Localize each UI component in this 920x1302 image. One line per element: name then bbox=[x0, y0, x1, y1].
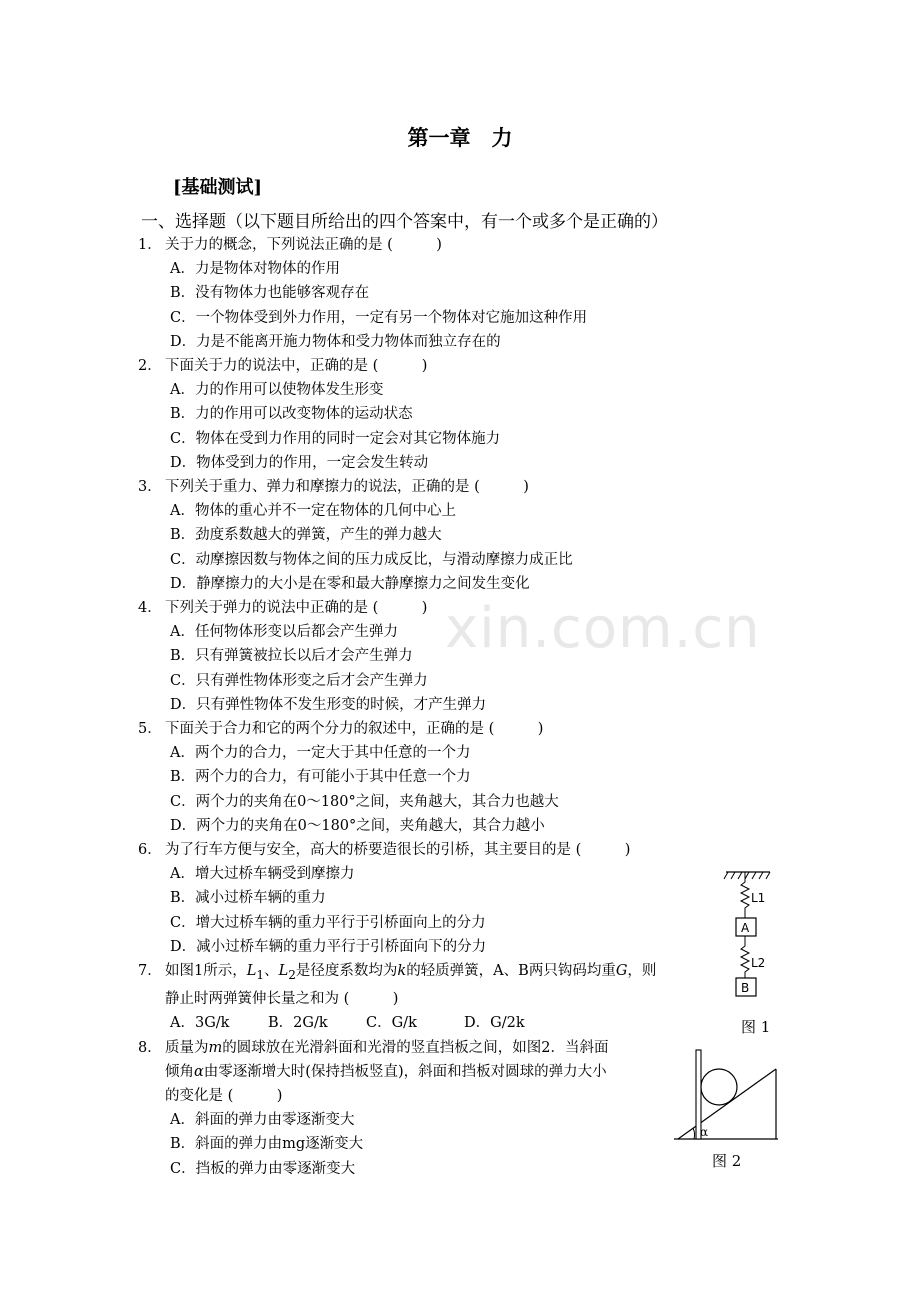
question-text: 倾角 bbox=[165, 1063, 194, 1080]
option: B．只有弹簧被拉长以后才会产生弹力 bbox=[170, 648, 413, 665]
answer-blank: ( ) bbox=[474, 479, 529, 496]
watermark-text: xin.com.cn bbox=[445, 596, 761, 661]
answer-blank: ( ) bbox=[372, 600, 428, 617]
question-text: 的轻质弹簧，A、B两只钩码均重 bbox=[406, 963, 616, 980]
question-text: 下列关于重力、弹力和摩擦力的说法，正确的是 bbox=[165, 479, 470, 496]
section-heading: [基础测试] bbox=[173, 177, 263, 198]
answer-blank: ( ) bbox=[488, 721, 544, 738]
option: A．力的作用可以使物体发生形变 bbox=[170, 382, 384, 399]
question-text: 下面关于合力和它的两个分力的叙述中，正确的是 bbox=[165, 721, 484, 738]
option: B．劲度系数越大的弹簧，产生的弹力越大 bbox=[170, 527, 442, 544]
symbol-k: k bbox=[397, 963, 407, 980]
option: A．增大过桥车辆受到摩擦力 bbox=[170, 866, 355, 883]
question-7-cont bbox=[138, 987, 718, 1011]
option: D．减小过桥车辆的重力平行于引桥面向下的分力 bbox=[170, 938, 487, 955]
figure-1-caption: 图 1 bbox=[741, 1018, 771, 1036]
figure-1-spring-diagram bbox=[718, 868, 778, 1003]
question-text: 下面关于力的说法中，正确的是 bbox=[165, 358, 368, 375]
question-8-cont bbox=[138, 1084, 718, 1108]
question-5 bbox=[138, 717, 718, 741]
option: D．力是不能离开施力物体和受力物体而独立存在的 bbox=[170, 333, 501, 350]
question-7 bbox=[138, 959, 718, 987]
question-6 bbox=[138, 838, 718, 862]
option: C．挡板的弹力由零逐渐变大 bbox=[170, 1160, 356, 1177]
symbol-alpha: α bbox=[194, 1063, 204, 1080]
option: B．两个力的合力，有可能小于其中任意一个力 bbox=[170, 769, 471, 786]
symbol-L: L bbox=[246, 963, 257, 980]
option: B．斜面的弹力由mg逐渐变大 bbox=[170, 1136, 364, 1153]
label-l2: L2 bbox=[751, 956, 766, 970]
question-3 bbox=[138, 475, 718, 499]
question-4 bbox=[138, 596, 718, 620]
option: D．静摩擦力的大小是在零和最大静摩擦力之间发生变化 bbox=[170, 575, 530, 592]
question-text: ，则 bbox=[627, 963, 657, 980]
option: C．只有弹性物体形变之后才会产生弹力 bbox=[170, 672, 428, 689]
separator: 、 bbox=[264, 963, 279, 980]
question-number: 8． bbox=[138, 1039, 162, 1056]
option: B．2G/k bbox=[268, 1015, 328, 1032]
question-text: 为了行车方便与安全，高大的桥要造很长的引桥，其主要目的是 bbox=[165, 842, 571, 859]
angle-label: α bbox=[700, 1125, 709, 1139]
option: C．G/k bbox=[366, 1015, 417, 1032]
subscript: 2 bbox=[288, 967, 296, 982]
spring-l2 bbox=[741, 936, 749, 978]
option: A．物体的重心并不一定在物体的几何中心上 bbox=[170, 503, 456, 520]
option: A．3G/k bbox=[170, 1015, 230, 1032]
answer-blank: ( ) bbox=[575, 842, 631, 859]
symbol-L: L bbox=[278, 963, 289, 980]
answer-blank: ( ) bbox=[227, 1088, 283, 1104]
option: A．力是物体对物体的作用 bbox=[170, 261, 340, 278]
answer-blank: ( ) bbox=[343, 991, 399, 1008]
symbol-G: G bbox=[615, 963, 628, 980]
question-number: 6． bbox=[138, 842, 162, 859]
question-text: 由零逐渐增大时(保持挡板竖直)，斜面和挡板对圆球的弹力大小 bbox=[203, 1063, 607, 1080]
question-number: 2． bbox=[138, 358, 162, 375]
symbol-m: m bbox=[208, 1039, 223, 1056]
option: D．两个力的夹角在0～180°之间，夹角越大，其合力越小 bbox=[170, 817, 545, 834]
option: B．没有物体力也能够客观存在 bbox=[170, 285, 370, 302]
question-text: 是径度系数均为 bbox=[295, 963, 398, 980]
option: A．任何物体形变以后都会产生弹力 bbox=[170, 624, 398, 641]
question-number: 4． bbox=[138, 600, 162, 617]
option: D．物体受到力的作用，一定会发生转动 bbox=[170, 454, 429, 471]
option: D．G/2k bbox=[464, 1015, 525, 1032]
option: D．只有弹性物体不发生形变的时候，才产生弹力 bbox=[170, 696, 487, 713]
question-text: 静止时两弹簧伸长量之和为 bbox=[165, 991, 339, 1008]
question-number: 1． bbox=[138, 237, 162, 253]
ceiling-hatch bbox=[724, 872, 770, 879]
option: C．动摩擦因数与物体之间的压力成反比，与滑动摩擦力成正比 bbox=[170, 551, 573, 568]
answer-blank: ( ) bbox=[372, 358, 428, 375]
option: C．物体在受到力作用的同时一定会对其它物体施力 bbox=[170, 430, 501, 447]
option: C．两个力的夹角在0～180°之间，夹角越大，其合力也越大 bbox=[170, 793, 559, 810]
question-1 bbox=[138, 233, 718, 257]
question-2 bbox=[138, 354, 718, 378]
question-8-cont bbox=[138, 1060, 718, 1084]
question-text: 质量为 bbox=[165, 1039, 209, 1056]
option: B．力的作用可以改变物体的运动状态 bbox=[170, 406, 413, 423]
question-number: 7． bbox=[138, 963, 162, 980]
block-a-label: A bbox=[741, 921, 750, 935]
option-row bbox=[138, 1011, 718, 1035]
question-number: 3． bbox=[138, 479, 162, 496]
instruction-text: 一、选择题（以下题目所给出的四个答案中，有一个或多个是正确的） bbox=[141, 212, 668, 232]
block-b-label: B bbox=[741, 981, 750, 995]
option: C．一个物体受到外力作用，一定有另一个物体对它施加这种作用 bbox=[170, 309, 588, 326]
option: A．两个力的合力，一定大于其中任意的一个力 bbox=[170, 745, 471, 762]
answer-blank: ( ) bbox=[387, 237, 442, 253]
option: C．增大过桥车辆的重力平行于引桥面向上的分力 bbox=[170, 914, 486, 931]
subscript: 1 bbox=[256, 967, 265, 982]
question-text: 的圆球放在光滑斜面和光滑的竖直挡板之间，如图2．当斜面 bbox=[222, 1039, 609, 1056]
chapter-title: 第一章 力 bbox=[407, 125, 513, 150]
question-text: 的变化是 bbox=[165, 1088, 223, 1104]
question-text: 关于力的概念，下列说法正确的是 bbox=[165, 237, 383, 253]
spring-l1 bbox=[741, 872, 749, 918]
question-number: 5． bbox=[138, 721, 162, 738]
question-text: 如图1所示， bbox=[165, 963, 247, 980]
option: A．斜面的弹力由零逐渐变大 bbox=[170, 1112, 355, 1129]
question-8 bbox=[138, 1036, 718, 1060]
label-l1: L1 bbox=[751, 891, 766, 905]
option: B．减小过桥车辆的重力 bbox=[170, 890, 326, 907]
figure-2-caption: 图 2 bbox=[712, 1152, 742, 1170]
question-list bbox=[138, 233, 718, 1181]
question-text: 下列关于弹力的说法中正确的是 bbox=[165, 600, 368, 617]
